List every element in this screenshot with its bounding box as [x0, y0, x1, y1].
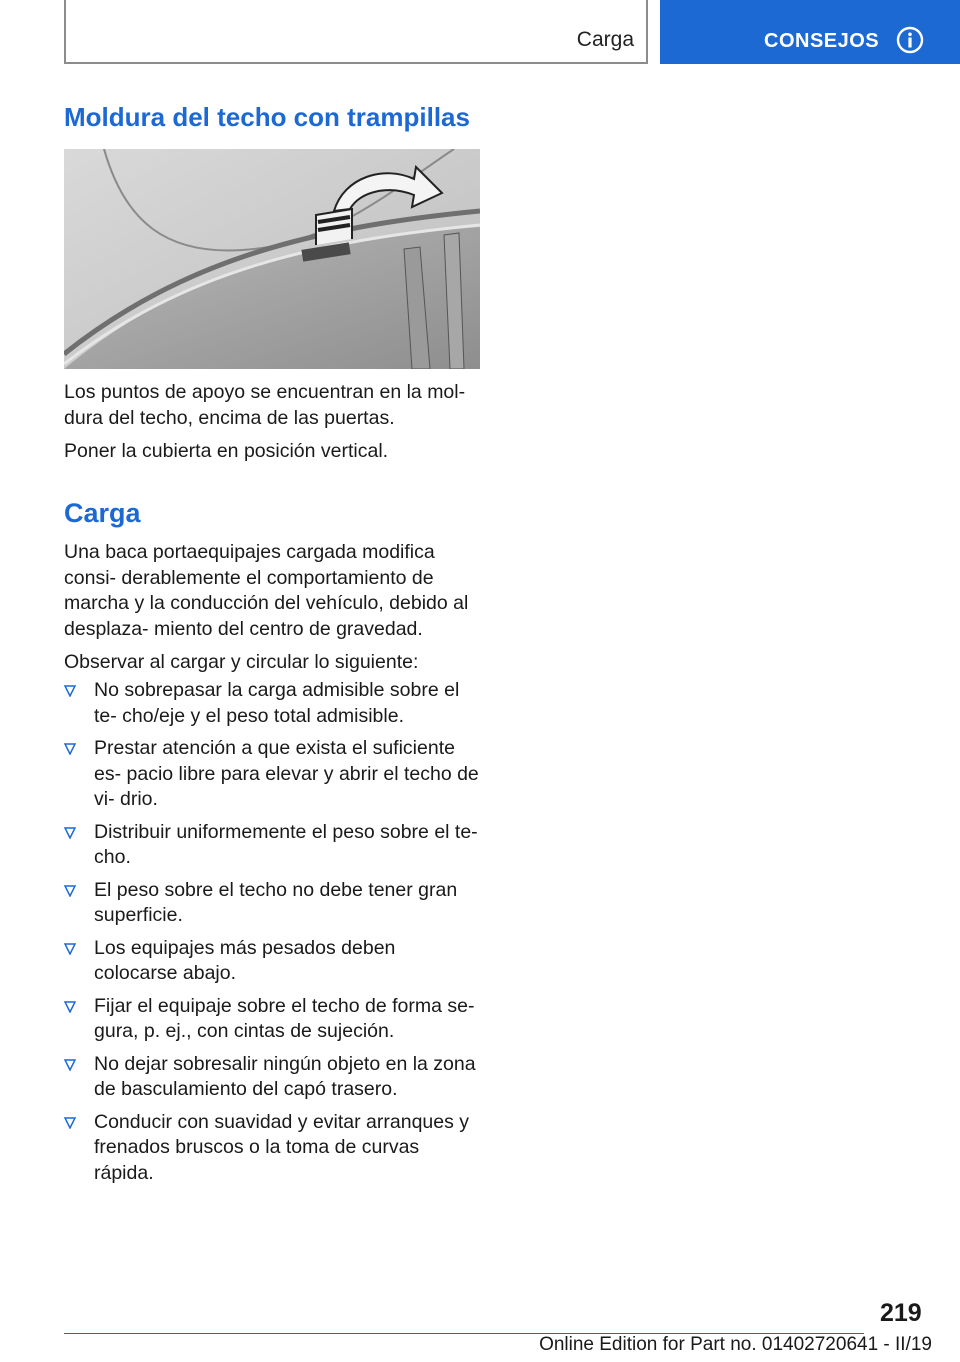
list-item [64, 994, 484, 1045]
triangle-bullet-icon [64, 685, 76, 697]
list-item-text: Prestar atención a que exista el suficiente es‐ pacio libre para elevar y abrir el techo de vi‐ drio. [94, 737, 479, 810]
list-item [64, 1110, 484, 1187]
triangle-bullet-icon [64, 885, 76, 897]
roof-molding-illustration [64, 149, 480, 369]
list-item-text: Conducir con suavidad y evitar arranques y frenados bruscos o la toma de curvas rápida. [94, 1110, 470, 1184]
header-section-label: Carga [576, 28, 634, 51]
section-title-carga: Carga [64, 498, 141, 528]
triangle-bullet-icon [64, 827, 76, 839]
list-item [64, 736, 484, 813]
triangle-bullet-icon [64, 1001, 76, 1013]
triangle-bullet-icon [64, 943, 76, 955]
triangle-bullet-icon [64, 1059, 76, 1071]
list-item [64, 678, 484, 729]
list-item [64, 820, 484, 871]
paragraph: Observar al cargar y circular lo siguiente: [64, 651, 419, 673]
list-item-text: El peso sobre el techo no debe tener gran superficie. [94, 878, 458, 926]
header-section-box [64, 0, 648, 64]
header-tab[interactable] [660, 0, 960, 64]
info-icon [896, 26, 924, 54]
paragraph: Una baca portaequipajes cargada modifica consi‐ derablemente el comportamiento de marcha y la conducción del vehículo, debido al desplaza‐ miento del centro de gravedad. [64, 541, 469, 640]
section2-body [64, 540, 484, 676]
header-tab-label: CONSEJOS [764, 30, 880, 52]
paragraph: Poner la cubierta en posición vertical. [64, 440, 389, 462]
triangle-bullet-icon [64, 1117, 76, 1129]
footer-edition: Online Edition for Part no. 01402720641 - II/19 [539, 1334, 932, 1355]
section-title-roof-molding: Moldura del techo con trampillas [64, 102, 470, 132]
list-item [64, 1052, 484, 1103]
list-item-text: Los equipajes más pesados deben colocarse abajo. [94, 936, 396, 984]
triangle-bullet-icon [64, 743, 76, 755]
list-item [64, 878, 484, 929]
page-number: 219 [880, 1299, 922, 1327]
bullet-list [64, 678, 484, 1193]
list-item-text: No sobrepasar la carga admisible sobre el te‐ cho/eje y el peso total admisible. [94, 679, 460, 727]
list-item [64, 936, 484, 987]
list-item-text: No dejar sobresalir ningún objeto en la zona de basculamiento del capó trasero. [94, 1052, 476, 1100]
list-item-text: Fijar el equipaje sobre el techo de forma se‐ gura, p. ej., con cintas de sujeción. [94, 994, 475, 1042]
paragraph: Los puntos de apoyo se encuentran en la mol‐ dura del techo, encima de las puertas. [64, 381, 466, 429]
section1-body [64, 380, 484, 465]
list-item-text: Distribuir uniformemente el peso sobre el te‐ cho. [94, 820, 478, 868]
